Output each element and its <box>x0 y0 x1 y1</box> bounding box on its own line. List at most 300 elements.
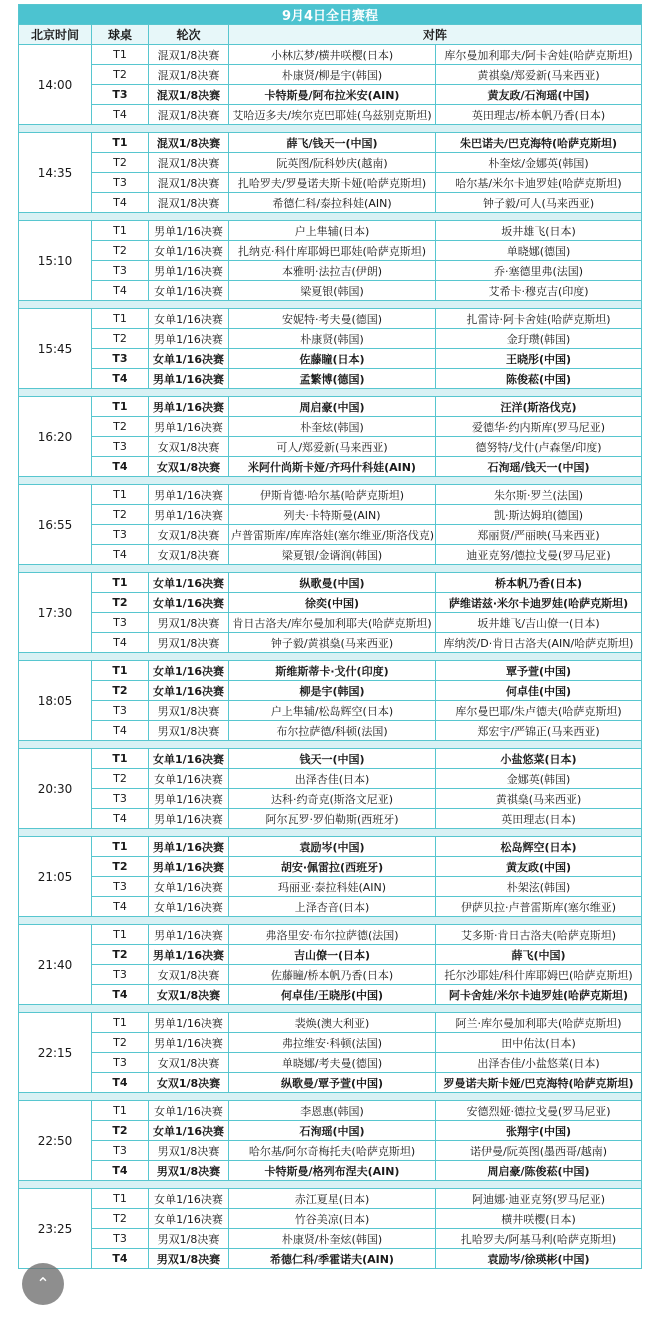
time-cell: 15:10 <box>19 221 92 301</box>
slot-separator <box>19 389 642 397</box>
table-cell: T1 <box>92 397 149 417</box>
time-cell: 17:30 <box>19 573 92 653</box>
table-row <box>19 1053 642 1073</box>
table-row <box>19 369 642 389</box>
slot-separator <box>19 1093 642 1101</box>
round-cell: 女双1/8决赛 <box>149 985 229 1005</box>
table-cell: T4 <box>92 281 149 301</box>
slot-separator <box>19 565 642 573</box>
table-row <box>19 261 642 281</box>
player1-cell: 朴康贤/柳是宇(韩国) <box>229 65 436 85</box>
table-row <box>19 877 642 897</box>
player1-cell: 斯维斯蒂卡·戈什(印度) <box>229 661 436 681</box>
table-row <box>19 573 642 593</box>
table-row <box>19 681 642 701</box>
table-row <box>19 1121 642 1141</box>
round-cell: 女单1/16决赛 <box>149 769 229 789</box>
table-row <box>19 437 642 457</box>
table-cell: T4 <box>92 897 149 917</box>
slot-separator-cell <box>19 829 642 837</box>
player2-cell: 黄友政/石洵瑶(中国) <box>436 85 642 105</box>
player1-cell: 哈尔基/阿尔奇梅托夫(哈萨克斯坦) <box>229 1141 436 1161</box>
round-cell: 男单1/16决赛 <box>149 809 229 829</box>
player2-cell: 覃予萱(中国) <box>436 661 642 681</box>
round-cell: 男单1/16决赛 <box>149 857 229 877</box>
player1-cell: 赤江夏星(日本) <box>229 1189 436 1209</box>
player1-cell: 希德仁科/泰拉科娃(AIN) <box>229 193 436 213</box>
player2-cell: 张翔宇(中国) <box>436 1121 642 1141</box>
round-cell: 男单1/16决赛 <box>149 369 229 389</box>
table-cell: T2 <box>92 1209 149 1229</box>
table-cell: T1 <box>92 133 149 153</box>
time-cell: 16:20 <box>19 397 92 477</box>
player1-cell: 朴康贤(韩国) <box>229 329 436 349</box>
round-cell: 男单1/16决赛 <box>149 925 229 945</box>
table-row <box>19 85 642 105</box>
table-cell: T4 <box>92 545 149 565</box>
time-cell: 23:25 <box>19 1189 92 1269</box>
slot-separator-cell <box>19 565 642 573</box>
player1-cell: 艾哈迈多夫/埃尔克巴耶娃(乌兹别克斯坦) <box>229 105 436 125</box>
table-cell: T1 <box>92 1189 149 1209</box>
time-cell: 20:30 <box>19 749 92 829</box>
schedule-table <box>18 4 642 1269</box>
table-row <box>19 769 642 789</box>
player1-cell: 梁夏银(韩国) <box>229 281 436 301</box>
player1-cell: 弗洛里安·布尔拉萨德(法国) <box>229 925 436 945</box>
table-cell: T2 <box>92 153 149 173</box>
table-cell: T3 <box>92 349 149 369</box>
table-row <box>19 613 642 633</box>
table-cell: T3 <box>92 965 149 985</box>
player2-cell: 库纳茨/D·肯日古洛夫(AIN/哈萨克斯坦) <box>436 633 642 653</box>
table-cell: T1 <box>92 309 149 329</box>
table-cell: T1 <box>92 1013 149 1033</box>
slot-separator-cell <box>19 477 642 485</box>
header-table: 球桌 <box>92 25 149 45</box>
round-cell: 女单1/16决赛 <box>149 573 229 593</box>
table-row <box>19 701 642 721</box>
round-cell: 混双1/8决赛 <box>149 85 229 105</box>
round-cell: 混双1/8决赛 <box>149 105 229 125</box>
slot-separator <box>19 125 642 133</box>
round-cell: 女单1/16决赛 <box>149 1101 229 1121</box>
round-cell: 女单1/16决赛 <box>149 877 229 897</box>
player2-cell: 桥本帆乃香(日本) <box>436 573 642 593</box>
player1-cell: 本雅明·法拉吉(伊朗) <box>229 261 436 281</box>
table-row <box>19 525 642 545</box>
player1-cell: 卡特斯曼/格列布涅夫(AIN) <box>229 1161 436 1181</box>
slot-separator-cell <box>19 125 642 133</box>
table-cell: T3 <box>92 85 149 105</box>
table-cell: T1 <box>92 1101 149 1121</box>
player2-cell: 托尔沙耶娃/科什库耶姆巴(哈萨克斯坦) <box>436 965 642 985</box>
player1-cell: 佐藤瞳/桥本帆乃香(日本) <box>229 965 436 985</box>
player2-cell: 朴架泫(韩国) <box>436 877 642 897</box>
player1-cell: 卢普雷斯库/库库洛娃(塞尔维亚/斯洛伐克) <box>229 525 436 545</box>
player1-cell: 达科·约奇克(斯洛文尼亚) <box>229 789 436 809</box>
round-cell: 男单1/16决赛 <box>149 1033 229 1053</box>
table-row <box>19 45 642 65</box>
player1-cell: 出泽杏佳(日本) <box>229 769 436 789</box>
table-cell: T3 <box>92 173 149 193</box>
scroll-top-button[interactable] <box>22 1263 64 1305</box>
player2-cell: 乔·塞德里弗(法国) <box>436 261 642 281</box>
slot-separator <box>19 1005 642 1013</box>
slot-separator-cell <box>19 389 642 397</box>
slot-separator-cell <box>19 213 642 221</box>
player2-cell: 金玗瓒(韩国) <box>436 329 642 349</box>
table-cell: T2 <box>92 417 149 437</box>
table-row <box>19 1161 642 1181</box>
player1-cell: 米阿什尚斯卡娅/齐玛什科娃(AIN) <box>229 457 436 477</box>
table-cell: T2 <box>92 681 149 701</box>
table-cell: T3 <box>92 1229 149 1249</box>
slot-separator <box>19 653 642 661</box>
table-cell: T2 <box>92 65 149 85</box>
round-cell: 混双1/8决赛 <box>149 193 229 213</box>
table-row <box>19 789 642 809</box>
player2-cell: 哈尔基/米尔卡迪罗娃(哈萨克斯坦) <box>436 173 642 193</box>
player1-cell: 李恩惠(韩国) <box>229 1101 436 1121</box>
table-row <box>19 193 642 213</box>
player1-cell: 肯日古洛夫/库尔曼加利耶夫(哈萨克斯坦) <box>229 613 436 633</box>
round-cell: 女双1/8决赛 <box>149 525 229 545</box>
player2-cell: 汪洋(斯洛伐克) <box>436 397 642 417</box>
player2-cell: 艾多斯·肯日古洛夫(哈萨克斯坦) <box>436 925 642 945</box>
player1-cell: 上泽杏音(日本) <box>229 897 436 917</box>
player2-cell: 钟子毅/可人(马来西亚) <box>436 193 642 213</box>
table-cell: T3 <box>92 877 149 897</box>
player2-cell: 库尔曼加利耶夫/阿卡舍娃(哈萨克斯坦) <box>436 45 642 65</box>
table-cell: T1 <box>92 661 149 681</box>
player1-cell: 阿尔瓦罗·罗伯勒斯(西班牙) <box>229 809 436 829</box>
round-cell: 男双1/8决赛 <box>149 613 229 633</box>
slot-separator-cell <box>19 917 642 925</box>
table-cell: T4 <box>92 1073 149 1093</box>
table-row <box>19 857 642 877</box>
table-row <box>19 661 642 681</box>
player2-cell: 黄友政(中国) <box>436 857 642 877</box>
player1-cell: 安妮特·考夫曼(德国) <box>229 309 436 329</box>
round-cell: 男双1/8决赛 <box>149 721 229 741</box>
player2-cell: 朱尔斯·罗兰(法国) <box>436 485 642 505</box>
player2-cell: 阿迪娜·迪亚克努(罗马尼亚) <box>436 1189 642 1209</box>
player2-cell: 金娜英(韩国) <box>436 769 642 789</box>
player1-cell: 小林広梦/横井咲樱(日本) <box>229 45 436 65</box>
round-cell: 男单1/16决赛 <box>149 505 229 525</box>
round-cell: 男双1/8决赛 <box>149 1161 229 1181</box>
header-round: 轮次 <box>149 25 229 45</box>
table-cell: T4 <box>92 633 149 653</box>
slot-separator-cell <box>19 301 642 309</box>
round-cell: 女双1/8决赛 <box>149 1053 229 1073</box>
table-cell: T3 <box>92 1141 149 1161</box>
round-cell: 女单1/16决赛 <box>149 681 229 701</box>
player1-cell: 纵歌曼(中国) <box>229 573 436 593</box>
player2-cell: 横井咲樱(日本) <box>436 1209 642 1229</box>
slot-separator-cell <box>19 1181 642 1189</box>
table-cell: T3 <box>92 1053 149 1073</box>
player2-cell: 坂井雄飞/吉山僚一(日本) <box>436 613 642 633</box>
player2-cell: 阿兰·库尔曼加利耶夫(哈萨克斯坦) <box>436 1013 642 1033</box>
time-cell: 14:35 <box>19 133 92 213</box>
table-cell: T1 <box>92 485 149 505</box>
player2-cell: 陈俊菘(中国) <box>436 369 642 389</box>
table-row <box>19 1249 642 1269</box>
player1-cell: 朴康贤/朴奎炫(韩国) <box>229 1229 436 1249</box>
player2-cell: 王晓彤(中国) <box>436 349 642 369</box>
round-cell: 男双1/8决赛 <box>149 1141 229 1161</box>
table-row <box>19 749 642 769</box>
player2-cell: 爱德华·约内斯库(罗马尼亚) <box>436 417 642 437</box>
player2-cell: 坂井雄飞(日本) <box>436 221 642 241</box>
player1-cell: 纵歌曼/覃予萱(中国) <box>229 1073 436 1093</box>
table-cell: T2 <box>92 1121 149 1141</box>
round-cell: 女单1/16决赛 <box>149 1209 229 1229</box>
round-cell: 女单1/16决赛 <box>149 897 229 917</box>
player1-cell: 弗拉维安·科顿(法国) <box>229 1033 436 1053</box>
round-cell: 男双1/8决赛 <box>149 1229 229 1249</box>
player2-cell: 单晓娜(德国) <box>436 241 642 261</box>
table-cell: T2 <box>92 329 149 349</box>
time-cell: 22:15 <box>19 1013 92 1093</box>
player1-cell: 扎哈罗夫/罗曼诺夫斯卡娅(哈萨克斯坦) <box>229 173 436 193</box>
round-cell: 女单1/16决赛 <box>149 241 229 261</box>
table-row <box>19 1189 642 1209</box>
player2-cell: 扎哈罗夫/阿基马利(哈萨克斯坦) <box>436 1229 642 1249</box>
slot-separator <box>19 917 642 925</box>
player2-cell: 袁励岑/徐瑛彬(中国) <box>436 1249 642 1269</box>
table-cell: T4 <box>92 369 149 389</box>
table-row <box>19 241 642 261</box>
player1-cell: 梁夏银/金谞润(韩国) <box>229 545 436 565</box>
slot-separator <box>19 1181 642 1189</box>
round-cell: 女单1/16决赛 <box>149 593 229 613</box>
player2-cell: 诺伊曼/阮英图(墨西哥/越南) <box>436 1141 642 1161</box>
player2-cell: 艾希卡·穆克吉(印度) <box>436 281 642 301</box>
player1-cell: 玛丽亚·泰拉科娃(AIN) <box>229 877 436 897</box>
table-row <box>19 133 642 153</box>
player1-cell: 佐藤瞳(日本) <box>229 349 436 369</box>
table-cell: T4 <box>92 985 149 1005</box>
round-cell: 女双1/8决赛 <box>149 457 229 477</box>
table-cell: T4 <box>92 105 149 125</box>
player2-cell: 伊萨贝拉·卢普雷斯库(塞尔维亚) <box>436 897 642 917</box>
player1-cell: 列夫·卡特斯曼(AIN) <box>229 505 436 525</box>
round-cell: 男双1/8决赛 <box>149 633 229 653</box>
round-cell: 女双1/8决赛 <box>149 545 229 565</box>
player1-cell: 可人/郑爱新(马来西亚) <box>229 437 436 457</box>
time-cell: 21:05 <box>19 837 92 917</box>
table-cell: T2 <box>92 241 149 261</box>
player2-cell: 英田理志(日本) <box>436 809 642 829</box>
player1-cell: 胡安·佩雷拉(西班牙) <box>229 857 436 877</box>
player2-cell: 德努特/戈什(卢森堡/印度) <box>436 437 642 457</box>
table-row <box>19 457 642 477</box>
table-row <box>19 633 642 653</box>
table-cell: T2 <box>92 593 149 613</box>
table-cell: T3 <box>92 789 149 809</box>
round-cell: 女双1/8决赛 <box>149 965 229 985</box>
header-row <box>19 25 642 45</box>
player2-cell: 阿卡舍娃/米尔卡迪罗娃(哈萨克斯坦) <box>436 985 642 1005</box>
arrow-up-icon: ⌃ <box>36 1274 50 1293</box>
round-cell: 男双1/8决赛 <box>149 701 229 721</box>
table-cell: T4 <box>92 457 149 477</box>
player2-cell: 朴奎炫/金娜英(韩国) <box>436 153 642 173</box>
player1-cell: 周启豪(中国) <box>229 397 436 417</box>
player1-cell: 户上隼辅/松岛辉空(日本) <box>229 701 436 721</box>
table-row <box>19 1229 642 1249</box>
round-cell: 男单1/16决赛 <box>149 1013 229 1033</box>
player2-cell: 安德烈娅·德拉戈曼(罗马尼亚) <box>436 1101 642 1121</box>
round-cell: 女单1/16决赛 <box>149 281 229 301</box>
table-row <box>19 1013 642 1033</box>
table-cell: T1 <box>92 749 149 769</box>
table-cell: T2 <box>92 505 149 525</box>
table-row <box>19 349 642 369</box>
round-cell: 男单1/16决赛 <box>149 417 229 437</box>
player2-cell: 郑丽贤/严丽映(马来西亚) <box>436 525 642 545</box>
player1-cell: 竹谷美凉(日本) <box>229 1209 436 1229</box>
table-row <box>19 965 642 985</box>
player2-cell: 出泽杏佳/小盐悠菜(日本) <box>436 1053 642 1073</box>
player1-cell: 户上隼辅(日本) <box>229 221 436 241</box>
title-row <box>19 5 642 25</box>
player2-cell: 罗曼诺夫斯卡娅/巴克海特(哈萨克斯坦) <box>436 1073 642 1093</box>
player2-cell: 黄祺燊(马来西亚) <box>436 789 642 809</box>
table-row <box>19 837 642 857</box>
player1-cell: 钱天一(中国) <box>229 749 436 769</box>
table-cell: T3 <box>92 525 149 545</box>
player2-cell: 石洵瑶/钱天一(中国) <box>436 457 642 477</box>
table-cell: T2 <box>92 945 149 965</box>
round-cell: 混双1/8决赛 <box>149 173 229 193</box>
player2-cell: 小盐悠菜(日本) <box>436 749 642 769</box>
table-cell: T3 <box>92 261 149 281</box>
table-row <box>19 65 642 85</box>
time-cell: 16:55 <box>19 485 92 565</box>
player2-cell: 凯·斯达姆珀(德国) <box>436 505 642 525</box>
slot-separator <box>19 477 642 485</box>
round-cell: 混双1/8决赛 <box>149 45 229 65</box>
table-row <box>19 153 642 173</box>
player1-cell: 石洵瑶(中国) <box>229 1121 436 1141</box>
table-row <box>19 945 642 965</box>
player1-cell: 徐奕(中国) <box>229 593 436 613</box>
player1-cell: 薛飞/钱天一(中国) <box>229 133 436 153</box>
table-cell: T3 <box>92 437 149 457</box>
table-row <box>19 329 642 349</box>
slot-separator-cell <box>19 653 642 661</box>
slot-separator-cell <box>19 1005 642 1013</box>
player1-cell: 钟子毅/黄祺燊(马来西亚) <box>229 633 436 653</box>
table-cell: T2 <box>92 1033 149 1053</box>
time-cell: 18:05 <box>19 661 92 741</box>
table-cell: T1 <box>92 925 149 945</box>
round-cell: 男单1/16决赛 <box>149 261 229 281</box>
player2-cell: 松岛辉空(日本) <box>436 837 642 857</box>
time-cell: 21:40 <box>19 925 92 1005</box>
player2-cell: 周启豪/陈俊菘(中国) <box>436 1161 642 1181</box>
player2-cell: 何卓佳(中国) <box>436 681 642 701</box>
table-cell: T2 <box>92 857 149 877</box>
slot-separator-cell <box>19 1093 642 1101</box>
table-row <box>19 221 642 241</box>
player1-cell: 孟繁博(德国) <box>229 369 436 389</box>
table-row <box>19 897 642 917</box>
table-cell: T3 <box>92 613 149 633</box>
table-row <box>19 397 642 417</box>
table-row <box>19 809 642 829</box>
player2-cell: 迪亚克努/德拉戈曼(罗马尼亚) <box>436 545 642 565</box>
player2-cell: 朱巴诺夫/巴克海特(哈萨克斯坦) <box>436 133 642 153</box>
player1-cell: 扎纳克·科什库耶姆巴耶娃(哈萨克斯坦) <box>229 241 436 261</box>
player2-cell: 田中佑汰(日本) <box>436 1033 642 1053</box>
round-cell: 男单1/16决赛 <box>149 945 229 965</box>
table-row <box>19 1209 642 1229</box>
table-row <box>19 985 642 1005</box>
round-cell: 女双1/8决赛 <box>149 1073 229 1093</box>
table-cell: T4 <box>92 809 149 829</box>
player1-cell: 卡特斯曼/阿布拉米安(AIN) <box>229 85 436 105</box>
round-cell: 男单1/16决赛 <box>149 485 229 505</box>
round-cell: 混双1/8决赛 <box>149 153 229 173</box>
table-row <box>19 505 642 525</box>
table-cell: T3 <box>92 701 149 721</box>
table-row <box>19 105 642 125</box>
table-cell: T4 <box>92 1249 149 1269</box>
slot-separator <box>19 829 642 837</box>
table-row <box>19 593 642 613</box>
player1-cell: 吉山僚一(日本) <box>229 945 436 965</box>
table-row <box>19 1141 642 1161</box>
player2-cell: 萨维诺兹·米尔卡迪罗娃(哈萨克斯坦) <box>436 593 642 613</box>
table-cell: T2 <box>92 769 149 789</box>
round-cell: 女单1/16决赛 <box>149 1189 229 1209</box>
header-matchup: 对阵 <box>229 25 642 45</box>
round-cell: 女单1/16决赛 <box>149 309 229 329</box>
player1-cell: 裴焕(澳大利亚) <box>229 1013 436 1033</box>
table-row <box>19 417 642 437</box>
round-cell: 混双1/8决赛 <box>149 65 229 85</box>
table-row <box>19 545 642 565</box>
slot-separator-cell <box>19 741 642 749</box>
player2-cell: 库尔曼巴耶/朱卢德夫(哈萨克斯坦) <box>436 701 642 721</box>
player2-cell: 郑宏宇/严锦正(马来西亚) <box>436 721 642 741</box>
round-cell: 混双1/8决赛 <box>149 133 229 153</box>
time-cell: 15:45 <box>19 309 92 389</box>
schedule-body <box>19 45 642 1269</box>
round-cell: 男单1/16决赛 <box>149 397 229 417</box>
table-cell: T1 <box>92 221 149 241</box>
header-time: 北京时间 <box>19 25 92 45</box>
round-cell: 男单1/16决赛 <box>149 329 229 349</box>
table-cell: T4 <box>92 193 149 213</box>
table-row <box>19 925 642 945</box>
round-cell: 男单1/16决赛 <box>149 837 229 857</box>
round-cell: 男单1/16决赛 <box>149 789 229 809</box>
player2-cell: 黄祺燊/郑爱新(马来西亚) <box>436 65 642 85</box>
round-cell: 女单1/16决赛 <box>149 1121 229 1141</box>
round-cell: 男单1/16决赛 <box>149 221 229 241</box>
round-cell: 女单1/16决赛 <box>149 349 229 369</box>
slot-separator <box>19 213 642 221</box>
table-row <box>19 281 642 301</box>
slot-separator <box>19 301 642 309</box>
table-cell: T1 <box>92 573 149 593</box>
